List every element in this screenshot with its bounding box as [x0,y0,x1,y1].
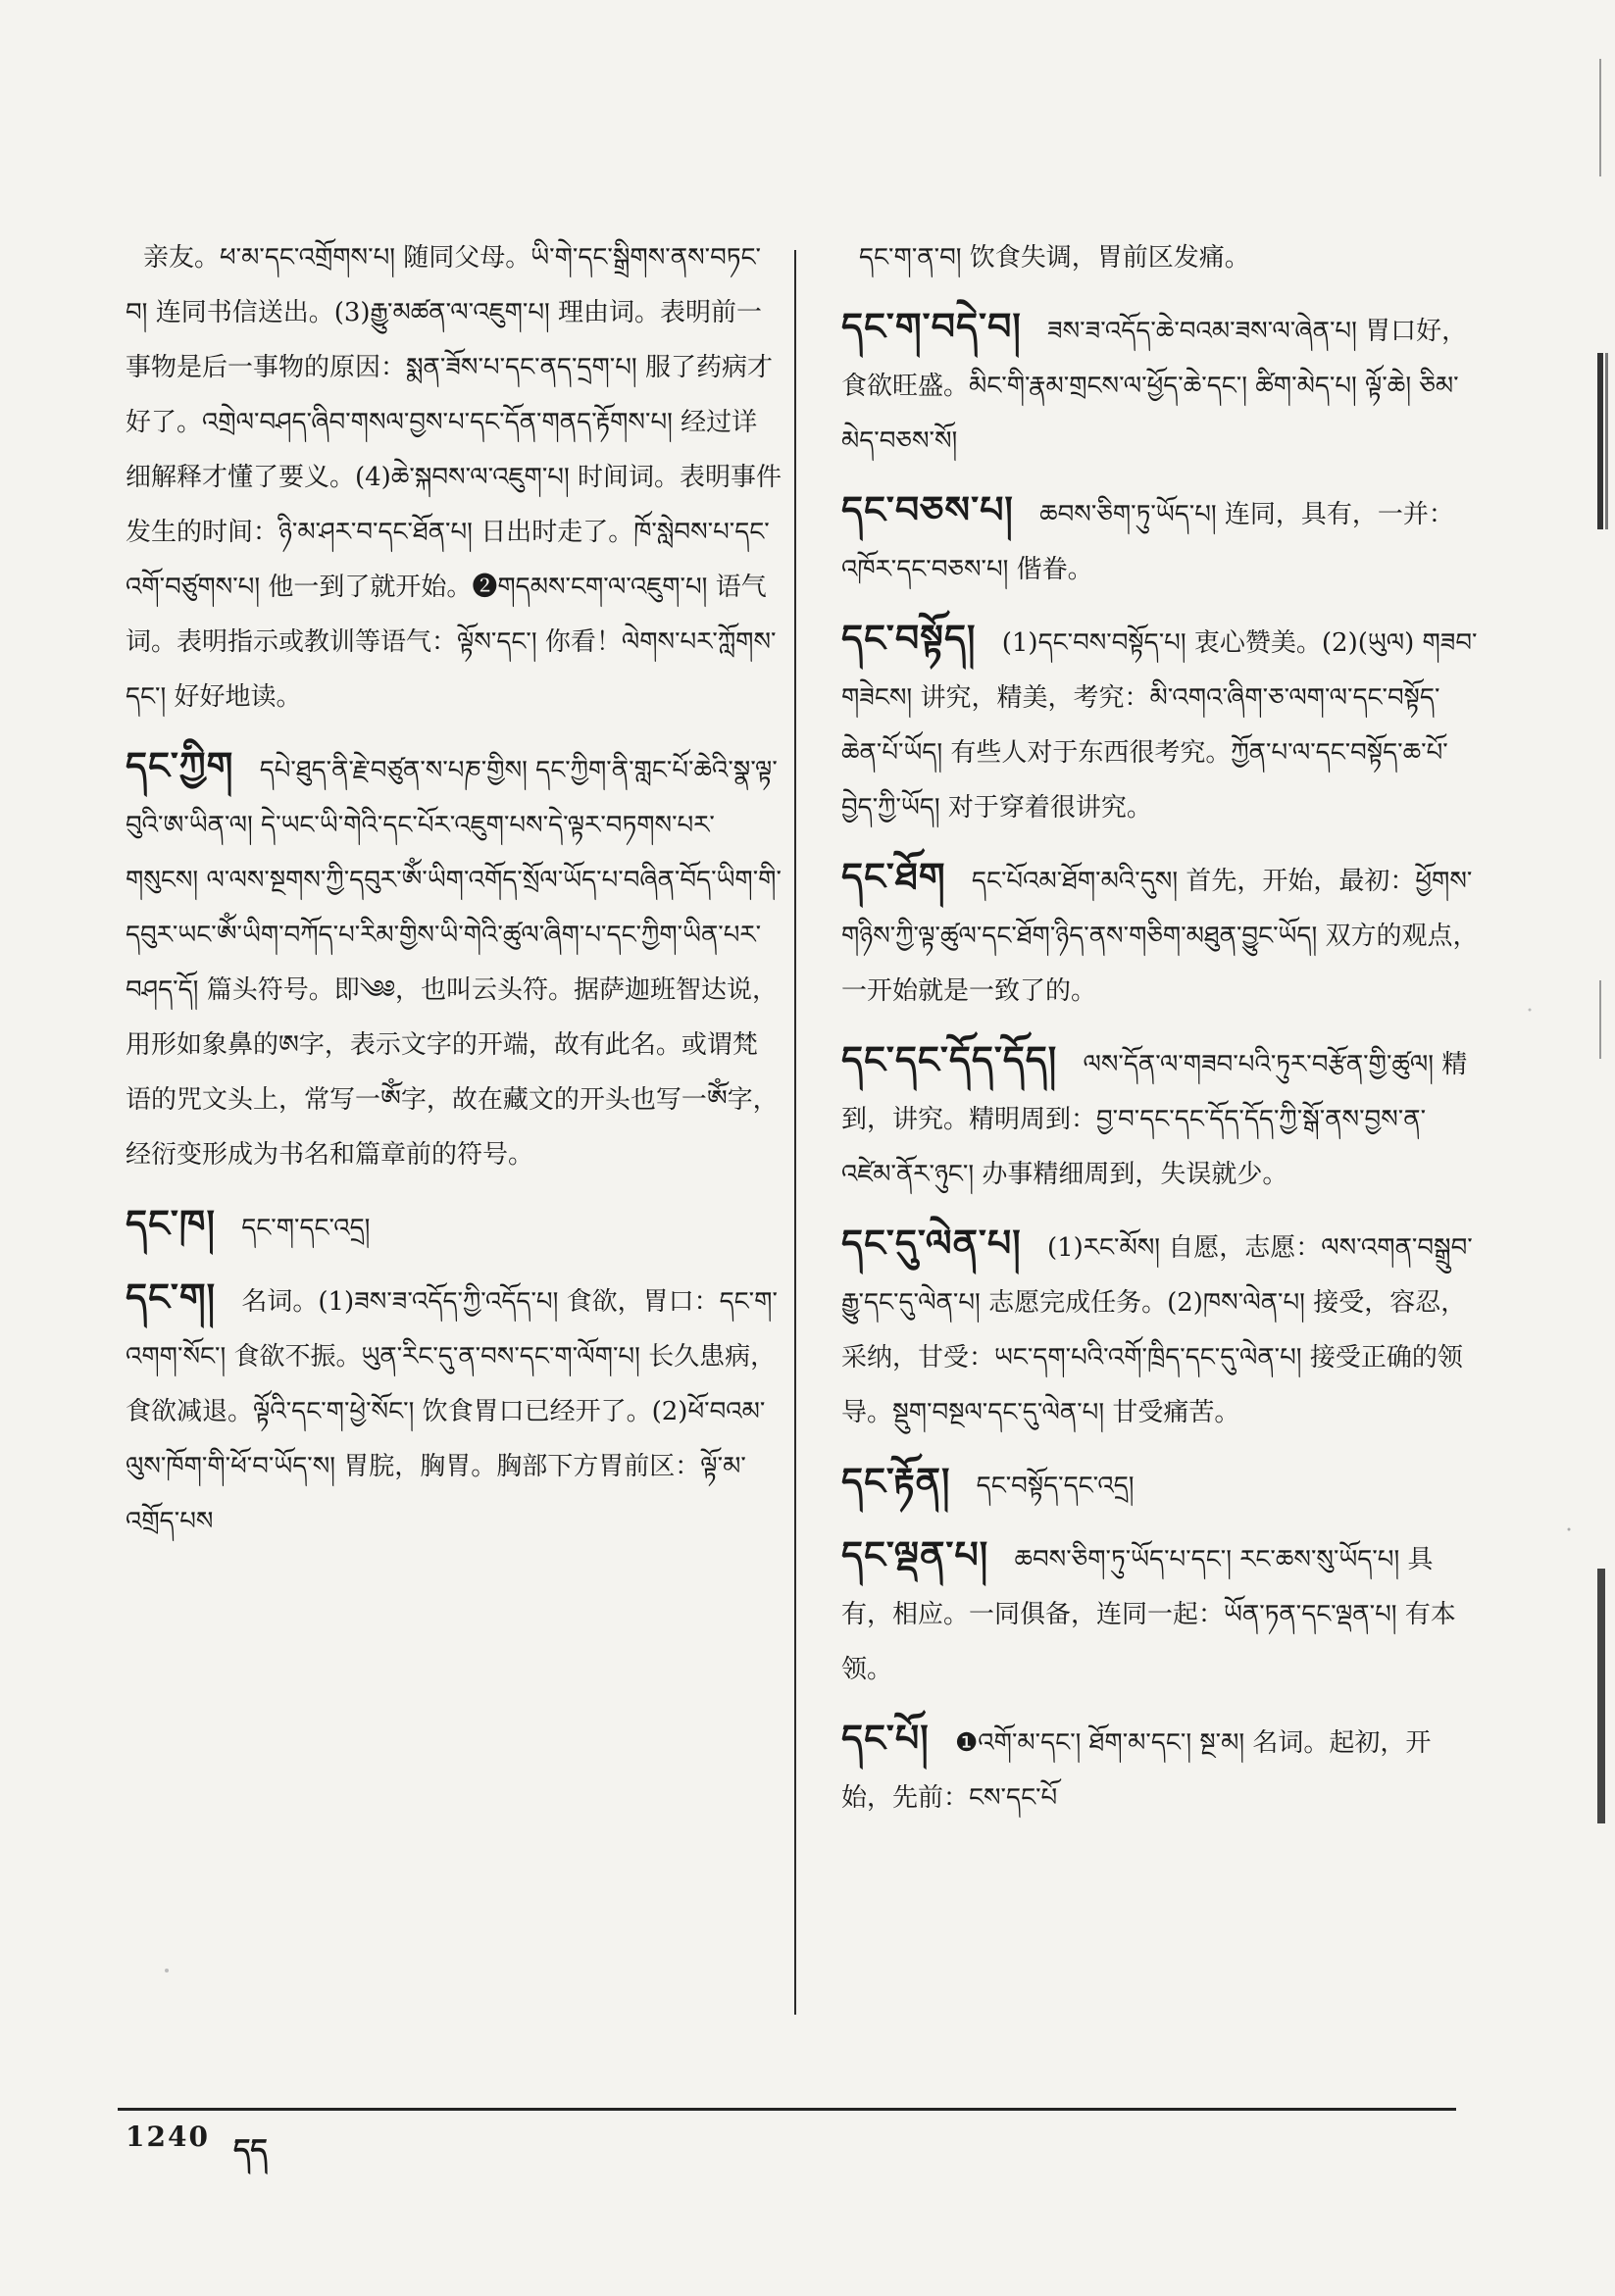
left-column [126,225,782,2067]
entry-definition: དཔེ་ཐུད་ནི་རྗེ་བཙུན་ས་པཎ་གྱིས། དང་ཀྱིག་ནི་གླང་པོ་ཆེའི་སྣ་ལྟ་བུའི་ཨ་ཡིན་ལ། དེ་ཡང་ཡི་གེའི་དང་པོར་འཇུག་པས་དེ་ལྟར་བཏགས་པར་གསུངས། ལ་ལས་སྔགས་ཀྱི་དབུར་ཨོཾ་ཡིག་འགོད་སྲོལ་ཡོད་པ་བཞིན་བོད་ཡིག་གི་དབུར་ཡང་ཨོཾ་ཡིག་བཀོད་པ་རིམ་གྱིས་ཡི་གེའི་ཚུལ་ཞིག་པ་དང་ཀྱིག་ཡིན་པར་བཤད་དོ། 篇头符号。即༄༅，也叫云头符。据萨迦班智达说，用形如象鼻的ཨ字，表示文字的开端，故有此名。或谓梵语的咒文头上，常写一ཨོཾ字，故在藏文的开头也写一ཨོཾ字，经衍变形成为书名和篇章前的符号。 [126,756,782,1170]
entry-definition: ཟས་ཟ་འདོད་ཆེ་བའམ་ཟས་ལ་ཞེན་པ། 胃口好，食欲旺盛。མིང་གི་རྣམ་གྲངས་ལ་ཕྱོད་ཆེ་དང་། ཚིག་མེད་པ། ལྟོ་ཆེ། ཅིམ་མེད་བཅས་སོ། [841,317,1468,456]
entry-headword: དང་བསྟོད། [841,616,977,660]
entry-definition: ཆབས་ཅིག་ཏུ་ཡོད་པ། 连同，具有，一并：འཁོར་དང་བཅས་པ། 偕眷。 [841,500,1454,584]
entry-definition: ཆབས་ཅིག་ཏུ་ཡོད་པ་དང་། རང་ཆས་སུ་ཡོད་པ། 具有，相应。一同俱备，连同一起：ཡོན་ཏན་དང་ལྡན་པ། 有本领。 [841,1545,1456,1684]
entry-definition: དང་བསྟོད་དང་འདྲ། [976,1472,1135,1501]
dictionary-entry [841,1216,1479,1440]
dictionary-entry [126,225,782,724]
entry-headword: དང་ཁ། [126,1201,216,1245]
dictionary-entry [841,1032,1479,1202]
entry-definition: (1)དང་བས་བསྟོད་པ། 衷心赞美。(2)(ཡུལ) གཟབ་གཟེངས། 讲究，精美，考究：མི་འགའ་ཞིག་ཅ་ལག་ལ་དང་བསྟོད་ཆེན་པོ་ཡོད། 有些人对于东西很考究。ཀྱོན་པ་ལ་དང་བསྟོད་ཆ་པོ་བྱེད་ཀྱི་ཡོད། 对于穿着很讲究。 [841,628,1478,823]
page-number: 1240 [126,2121,210,2153]
dictionary-entry [841,482,1479,597]
footer-rule [118,2108,1456,2111]
dictionary-entry [841,611,1479,835]
entry-headword: དང་ལྡན་པ། [841,1532,989,1576]
running-head: དད [233,2133,268,2168]
dictionary-entry [126,738,782,1182]
entry-definition: དང་པོའམ་ཐོག་མའི་དུས། 首先，开始，最初：ཕྱོགས་གཉིས་ཀྱི་ལྟ་ཚུལ་དང་ཐོག་ཉིད་ནས་གཅིག་མཐུན་བྱུང་ཡོད། 双方的观点，一开始就是一致了的。 [841,867,1479,1006]
dictionary-entry [126,1270,782,1549]
entry-headword: དང་ག་བདེ་བ། [841,304,1022,348]
entry-definition: དང་ག་ན་བ། 饮食失调，胃前区发痛。 [859,243,1250,273]
dictionary-entry [841,1527,1479,1697]
entry-definition: 亲友。ཕ་མ་དང་འགྲོགས་པ། 随同父母。ཡི་གེ་དང་སྒྲིགས་ནས་བཏང་བ། 连同书信送出。(3)རྒྱུ་མཚན་ལ་འཇུག་པ། 理由词。表明前一事物是后一事物的原因：སྨན་ཟོས་པ་དང་ནད་དྲག་པ། 服了药病才好了。འགྲེལ་བཤད་ཞིབ་གསལ་བྱས་པ་དང་དོན་གནད་རྟོགས་པ། 经过详细解释才懂了要义。(4)ཆེ་སྐབས་ལ་འཇུག་པ། 时间词。表明事件发生的时间：ཉི་མ་ཤར་བ་དང་ཐོན་པ། 日出时走了。ཁོ་སླེབས་པ་དང་འགོ་བཙུགས་པ། 他一到了就开始。❷གདམས་ངག་ལ་འཇུག་པ། 语气词。表明指示或教训等语气：ལྟོས་དང་། 你看！ལེགས་པར་ཀློགས་དང་། 好好地读。 [126,243,782,712]
dictionary-entry [841,849,1479,1019]
dictionary-entry [841,225,1479,285]
entry-headword: དང་དུ་ལེན་པ། [841,1221,1022,1265]
entry-definition: ❶འགོ་མ་དང་། ཐོག་མ་དང་། སྔ་མ། 名词。起初，开始，先前：ངས་དང་པོ [841,1728,1432,1813]
dictionary-entry [841,1454,1479,1514]
entry-headword: དང་རྟོན། [841,1459,951,1503]
column-divider [794,250,796,2015]
entry-definition: ལས་དོན་ལ་གཟབ་པའི་ཏུར་བརྩོན་གྱི་ཚུལ། 精到，讲究。精明周到：བྱ་བ་དང་དང་དོད་དོད་ཀྱི་སྒོ་ནས་བྱས་ན་འཛེམ་ནོར་ཉུང་། 办事精细周到，失误就少。 [841,1050,1468,1189]
right-column [841,225,1479,2067]
entry-headword: དང་བཅས་པ། [841,487,1014,531]
dictionary-entry [126,1196,782,1256]
scan-edge-marks [1576,0,1615,2292]
entry-headword: དང་ཐོག [841,854,946,898]
entry-headword: དང་ག། [126,1274,217,1319]
entry-headword: དང་དང་དོད་དོད། [841,1037,1058,1081]
dictionary-entry [841,1711,1479,1825]
entry-definition: (1)རང་མོས། 自愿，志愿：ལས་འགན་བསྒྲུབ་རྒྱུ་དང་དུ་ལེན་པ། 志愿完成任务。(2)ཁས་ལེན་པ། 接受，容忍，采纳，甘受：ཡང་དག་པའི་འགོ་ཁྲིད་དང་དུ་ལེན་པ། 接受正确的领导。སྡུག་བསྔལ་དང་དུ་ལེན་པ། 甘受痛苦。 [841,1233,1473,1427]
dictionary-entry [841,299,1479,469]
entry-definition: དང་ག་དང་འདྲ། [241,1214,371,1243]
entry-definition: 名词。(1)ཟས་ཟ་འདོད་ཀྱི་འདོད་པ། 食欲，胃口：དང་ག་འགག་སོང་། 食欲不振。ཡུན་རིང་དུ་ན་བས་དང་ག་ལོག་པ། 长久患病，食欲减退。ལྟོའི་དང་ག་ཕྱེ་སོང་། 饮食胃口已经开了。(2)ཕོ་བའམ་ལུས་ཁོག་གི་ཕོ་བ་ཡོད་ས། 胃脘，胸胃。胸部下方胃前区：ལྟོ་མ་འགྲོད་པས [126,1287,778,1536]
entry-headword: དང་ཀྱིག [126,743,234,787]
entry-headword: དང་པོ། [841,1716,930,1760]
